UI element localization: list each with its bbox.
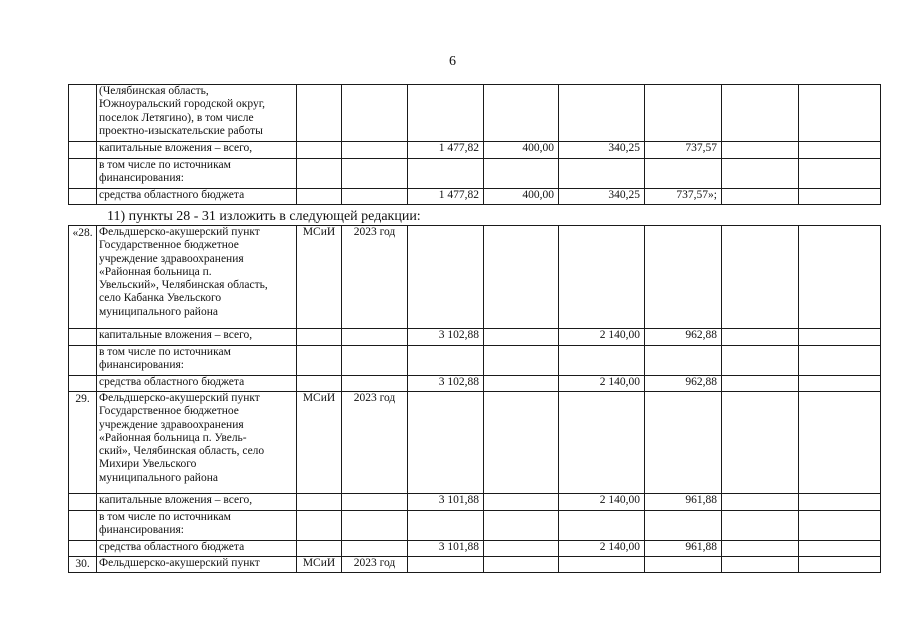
budget-label: средства областного бюджета [97, 189, 297, 205]
agency: МСиИ [297, 557, 342, 573]
year: 2023 год [342, 226, 408, 329]
year3-value: 737,57»; [645, 189, 722, 205]
continued-table [68, 84, 881, 205]
total-value: 3 102,88 [408, 376, 484, 392]
sources-label: в том числе по источникам финансирования: [97, 159, 297, 189]
item-number: 30. [69, 557, 97, 573]
agency: МСиИ [297, 392, 342, 494]
table-row [69, 329, 881, 346]
year3-value: 962,88 [645, 329, 722, 346]
total-value: 1 477,82 [408, 142, 484, 159]
year2-value: 2 140,00 [559, 376, 645, 392]
agency: МСиИ [297, 226, 342, 329]
table-row [69, 494, 881, 511]
sources-label: в том числе по источникам финансирования: [97, 511, 297, 541]
year1-value: 400,00 [484, 189, 559, 205]
capital-label: капитальные вложения – всего, [97, 494, 297, 511]
year: 2023 год [342, 557, 408, 573]
total-value: 1 477,82 [408, 189, 484, 205]
table-row [69, 541, 881, 557]
table-row [69, 159, 881, 189]
year2-value: 340,25 [559, 189, 645, 205]
object-description: (Челябинская область, Южноуральский городской округ, поселок Летягино), в том числе проектно-изыскательские работы [97, 85, 297, 142]
year2-value: 2 140,00 [559, 494, 645, 511]
year2-value: 2 140,00 [559, 541, 645, 557]
table-row [69, 226, 881, 329]
capital-label: капитальные вложения – всего, [97, 329, 297, 346]
budget-label: средства областного бюджета [97, 376, 297, 392]
amendment-note: 11) пункты 28 - 31 изложить в следующей редакции: [107, 209, 421, 224]
object-description: Фельдшерско-акушерский пункт Государственное бюджетное учреждение здравоохранения «Районная больница п. Увельский», Челябинская область, село Кабанка Увельского муниципального района [97, 226, 297, 329]
year3-value: 961,88 [645, 541, 722, 557]
page-number: 6 [449, 54, 456, 69]
year1-value: 400,00 [484, 142, 559, 159]
item-number: 29. [69, 392, 97, 494]
table-row [69, 557, 881, 573]
capital-label: капитальные вложения – всего, [97, 142, 297, 159]
year3-value: 961,88 [645, 494, 722, 511]
table-row [69, 189, 881, 205]
total-value: 3 101,88 [408, 494, 484, 511]
total-value: 3 101,88 [408, 541, 484, 557]
table-row [69, 346, 881, 376]
object-description: Фельдшерско-акушерский пункт Государственное бюджетное учреждение здравоохранения «Районная больница п. Увель- ский», Челябинская область, село Михири Увельского муниципального района [97, 392, 297, 494]
year2-value: 2 140,00 [559, 329, 645, 346]
sources-label: в том числе по источникам финансирования: [97, 346, 297, 376]
year2-value: 340,25 [559, 142, 645, 159]
object-description: Фельдшерско-акушерский пункт [97, 557, 297, 573]
table-row [69, 392, 881, 494]
year: 2023 год [342, 392, 408, 494]
table-row [69, 511, 881, 541]
budget-label: средства областного бюджета [97, 541, 297, 557]
year3-value: 962,88 [645, 376, 722, 392]
total-value: 3 102,88 [408, 329, 484, 346]
item-number: «28. [69, 226, 97, 329]
table-row [69, 376, 881, 392]
table-row [69, 85, 881, 142]
table-row [69, 142, 881, 159]
new-items-table [68, 225, 881, 573]
year3-value: 737,57 [645, 142, 722, 159]
